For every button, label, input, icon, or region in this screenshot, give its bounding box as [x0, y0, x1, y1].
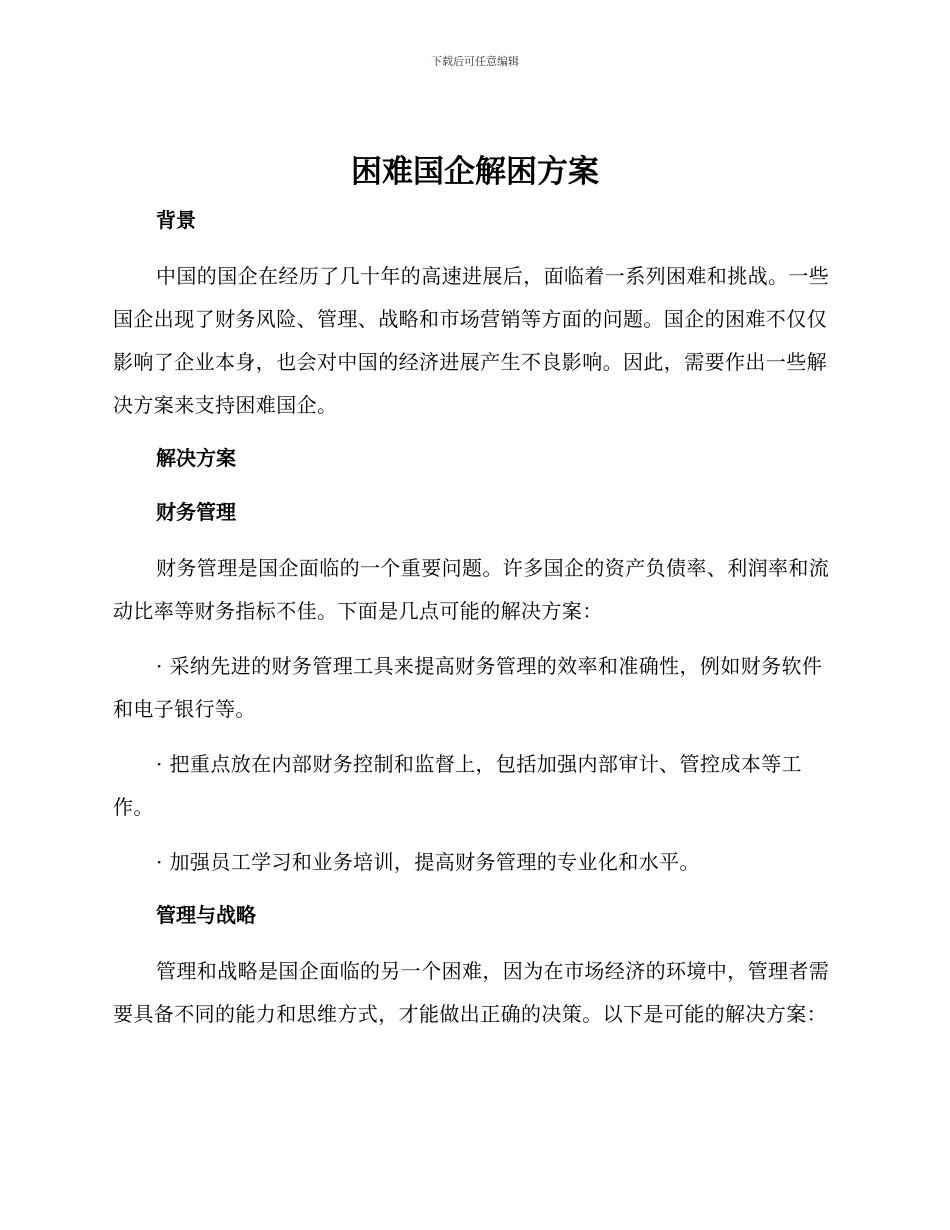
section-background — [113, 202, 833, 427]
heading-finance: 财务管理 — [156, 500, 236, 524]
heading-background: 背景 — [156, 208, 196, 232]
document-body — [113, 202, 833, 1036]
section-finance — [113, 494, 833, 884]
heading-management: 管理与战略 — [156, 903, 256, 927]
paragraph-background: 中国的国企在经历了几十年的高速进展后，面临着一系列困难和挑战。一些国企出现了财务风险、管理、战略和市场营销等方面的问题。国企的困难不仅仅影响了企业本身，也会对中国的经济进展产生不良影响。因此，需要作出一些解决方案来支持困难国企。 — [113, 264, 830, 417]
list-item: · 把重点放在内部财务控制和监督上，包括加强内部审计、管控成本等工作。 — [113, 752, 802, 819]
list-item: · 加强员工学习和业务培训，提高财务管理的专业化和水平。 — [156, 850, 700, 874]
paragraph-management: 管理和战略是国企面临的另一个困难，因为在市场经济的环境中，管理者需要具备不同的能力和思维方式，才能做出正确的决策。以下是可能的解决方案： — [113, 959, 830, 1026]
paragraph-finance: 财务管理是国企面临的一个重要问题。许多国企的资产负债率、利润率和流动比率等财务指标不佳。下面是几点可能的解决方案： — [113, 556, 830, 623]
list-item: · 采纳先进的财务管理工具来提高财务管理的效率和准确性，例如财务软件和电子银行等。 — [113, 654, 823, 721]
page-header-note: 下载后可任意编辑 — [431, 55, 519, 68]
document-title: 困难国企解困方案 — [351, 154, 599, 190]
heading-solutions: 解决方案 — [156, 446, 236, 470]
section-management — [113, 897, 833, 1036]
